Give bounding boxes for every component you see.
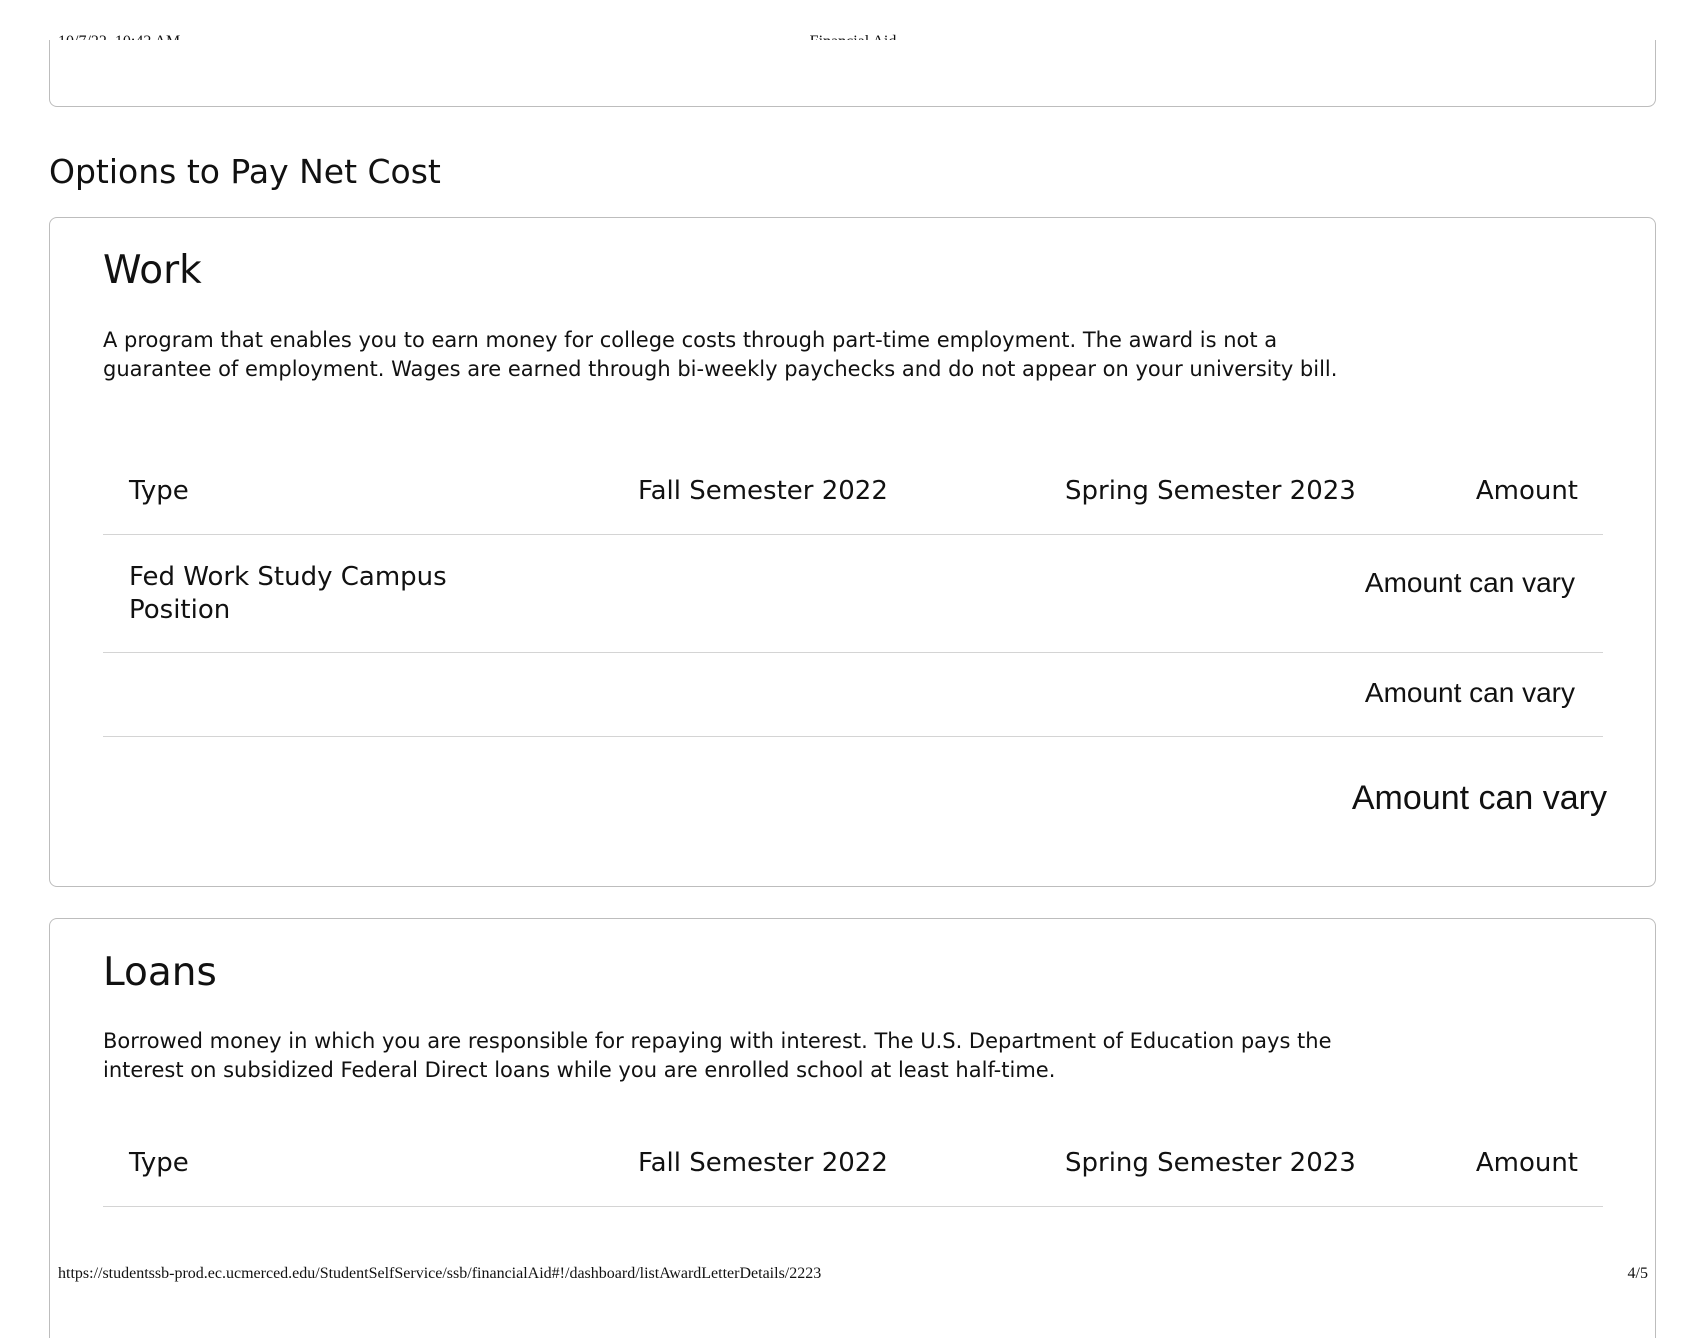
work-card [49, 217, 1656, 887]
loans-title: Loans [103, 950, 217, 995]
print-footer [58, 1265, 1648, 1285]
work-description: A program that enables you to earn money for college costs through part-time employment. The award is not a guarantee of employment. Wages are earned through bi-weekly paychecks and do not appear on your university bill. [103, 328, 1338, 381]
loans-col-spring: Spring Semester 2023 [1065, 1148, 1356, 1178]
row-amount: Amount can vary [1364, 567, 1575, 598]
print-url: https://studentssb-prod.ec.ucmerced.edu/StudentSelfService/ssb/financialAid#!/dashboard/listAwardLetterDetails/2223 [58, 1265, 822, 1282]
loans-col-fall: Fall Semester 2022 [638, 1148, 888, 1178]
row-type: Fed Work Study Campus Position [129, 562, 447, 625]
work-col-fall: Fall Semester 2022 [638, 476, 888, 506]
divider [103, 1206, 1603, 1207]
row-amount: Amount can vary [1364, 677, 1575, 708]
divider [103, 652, 1603, 653]
loans-col-type: Type [129, 1148, 189, 1178]
divider [103, 736, 1603, 737]
work-col-spring: Spring Semester 2023 [1065, 476, 1356, 506]
work-total-amount: Amount can vary [1351, 779, 1607, 817]
print-page-number: 4/5 [1627, 1265, 1648, 1282]
previous-section-card [49, 40, 1656, 107]
divider [103, 534, 1603, 535]
work-col-amount: Amount [1475, 476, 1578, 506]
loans-description: Borrowed money in which you are responsible for repaying with interest. The U.S. Department of Education pays the interest on subsidized Federal Direct loans while you are enrolled school at least half-time. [103, 1029, 1332, 1082]
work-col-type: Type [129, 476, 189, 506]
work-title: Work [103, 248, 202, 293]
section-heading: Options to Pay Net Cost [49, 152, 441, 191]
loans-col-amount: Amount [1475, 1148, 1578, 1178]
